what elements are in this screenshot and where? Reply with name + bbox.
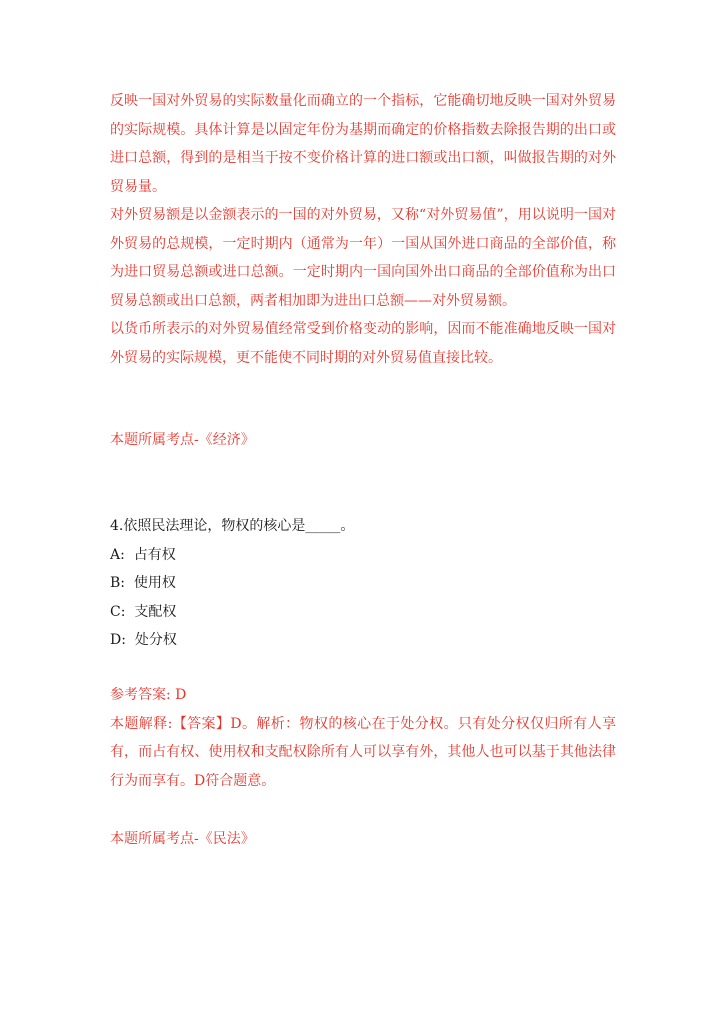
explanation-paragraph-2: 对外贸易额是以金额表示的一国的对外贸易，又称“对外贸易值”，用以说明一国对外贸易的总规模，一定时期内（通常为一年）一国从国外进口商品的全部价值，称为进口贸易总额或进口总额。一定时期内一国向国外出口商品的全部价值称为出口贸易总额或出口总额，两者相加即为进出口总额——对外贸易额。 (110, 207, 616, 309)
option-a: A: 占有权 (110, 546, 176, 563)
option-c: C: 支配权 (110, 603, 177, 620)
reference-answer: 参考答案: D (110, 687, 187, 703)
explanation-section (110, 87, 616, 372)
topic-label-2: 本题所属考点-《民法》 (110, 831, 255, 847)
topic-label-1: 本题所属考点-《经济》 (110, 432, 255, 448)
answer-explanation: 本题解释:【答案】D。解析：物权的核心在于处分权。只有处分权仅归所有人享有，而占有权、使用权和支配权除所有人可以享有外，其他人也可以基于其他法律行为而享有。D符合题意。 (110, 715, 616, 789)
topic-section-1 (110, 426, 616, 455)
answer-section (110, 681, 616, 795)
topic-section-2 (110, 825, 616, 854)
option-b: B: 使用权 (110, 575, 176, 591)
question-stem: 4.依照民法理论，物权的核心是_____。 (110, 518, 355, 534)
option-d: D: 处分权 (110, 632, 177, 648)
question-4 (110, 512, 616, 655)
explanation-paragraph-3: 以货币所表示的对外贸易值经常受到价格变动的影响，因而不能准确地反映一国对外贸易的实际规模，更不能使不同时期的对外贸易值直接比较。 (110, 321, 616, 366)
explanation-paragraph-1: 反映一国对外贸易的实际数量化而确立的一个指标，它能确切地反映一国对外贸易的实际规模。具体计算是以固定年份为基期而确定的价格指数去除报告期的出口或进口总额，得到的是相当于按不变价格计算的进口额或出口额，叫做报告期的对外贸易量。 (110, 93, 616, 195)
